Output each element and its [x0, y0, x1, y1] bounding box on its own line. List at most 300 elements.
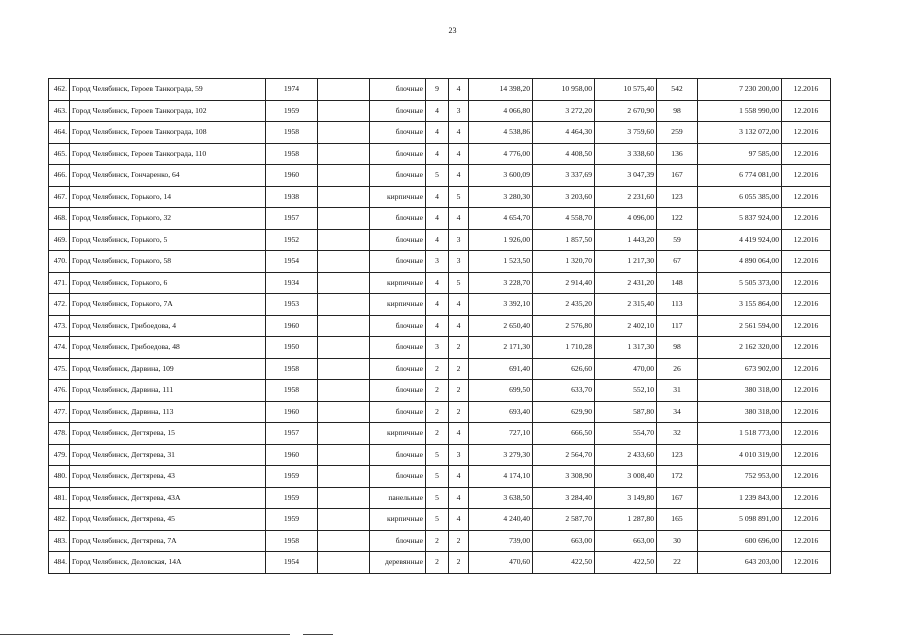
row-number: 463. [49, 100, 70, 122]
residents-cell: 148 [657, 272, 698, 294]
wall-material-cell: блочные [370, 79, 426, 101]
page-number: 23 [448, 26, 457, 35]
cost-cell: 4 010 319,00 [698, 444, 782, 466]
entrances-cell: 4 [449, 466, 469, 488]
floors-cell: 2 [426, 380, 449, 402]
cost-cell: 380 318,00 [698, 380, 782, 402]
floors-cell: 5 [426, 487, 449, 509]
year-cell: 1958 [266, 380, 318, 402]
floors-cell: 5 [426, 444, 449, 466]
table-row [49, 122, 831, 144]
year-cell: 1960 [266, 315, 318, 337]
empty-cell [318, 143, 370, 165]
address-cell: Город Челябинск, Дарвина, 113 [70, 401, 266, 423]
wall-material-cell: блочные [370, 315, 426, 337]
wall-material-cell: кирпичные [370, 294, 426, 316]
residential-area-cell: 3 338,60 [595, 143, 657, 165]
year-cell: 1954 [266, 251, 318, 273]
row-number: 471. [49, 272, 70, 294]
total-area-cell: 4 776,00 [469, 143, 533, 165]
year-cell: 1957 [266, 423, 318, 445]
residents-cell: 167 [657, 165, 698, 187]
address-cell: Город Челябинск, Дегтярева, 43 [70, 466, 266, 488]
wall-material-cell: кирпичные [370, 423, 426, 445]
residential-area-cell: 2 402,10 [595, 315, 657, 337]
living-area-cell: 2 576,80 [533, 315, 595, 337]
empty-cell [318, 401, 370, 423]
empty-cell [318, 122, 370, 144]
residents-cell: 172 [657, 466, 698, 488]
table-row [49, 380, 831, 402]
deadline-cell: 12.2016 [782, 294, 831, 316]
wall-material-cell: деревянные [370, 552, 426, 574]
residential-area-cell: 2 431,20 [595, 272, 657, 294]
residential-area-cell: 1 287,80 [595, 509, 657, 531]
row-number: 474. [49, 337, 70, 359]
row-number: 482. [49, 509, 70, 531]
cost-cell: 1 239 843,00 [698, 487, 782, 509]
cost-cell: 2 561 594,00 [698, 315, 782, 337]
residential-area-cell: 2 670,90 [595, 100, 657, 122]
floors-cell: 3 [426, 251, 449, 273]
total-area-cell: 727,10 [469, 423, 533, 445]
deadline-cell: 12.2016 [782, 165, 831, 187]
row-number: 483. [49, 530, 70, 552]
year-cell: 1960 [266, 444, 318, 466]
residents-cell: 123 [657, 444, 698, 466]
deadline-cell: 12.2016 [782, 315, 831, 337]
address-cell: Город Челябинск, Горького, 7А [70, 294, 266, 316]
residential-area-cell: 554,70 [595, 423, 657, 445]
floors-cell: 4 [426, 100, 449, 122]
cost-cell: 673 902,00 [698, 358, 782, 380]
floors-cell: 4 [426, 186, 449, 208]
year-cell: 1974 [266, 79, 318, 101]
living-area-cell: 422,50 [533, 552, 595, 574]
total-area-cell: 699,50 [469, 380, 533, 402]
address-cell: Город Челябинск, Гончаренко, 64 [70, 165, 266, 187]
year-cell: 1959 [266, 466, 318, 488]
residents-cell: 259 [657, 122, 698, 144]
year-cell: 1959 [266, 100, 318, 122]
wall-material-cell: блочные [370, 530, 426, 552]
residents-cell: 98 [657, 337, 698, 359]
table-row [49, 358, 831, 380]
total-area-cell: 739,00 [469, 530, 533, 552]
total-area-cell: 4 654,70 [469, 208, 533, 230]
wall-material-cell: блочные [370, 122, 426, 144]
residents-cell: 117 [657, 315, 698, 337]
total-area-cell: 4 066,80 [469, 100, 533, 122]
living-area-cell: 10 958,00 [533, 79, 595, 101]
address-cell: Город Челябинск, Горького, 5 [70, 229, 266, 251]
cost-cell: 97 585,00 [698, 143, 782, 165]
year-cell: 1958 [266, 143, 318, 165]
residents-cell: 165 [657, 509, 698, 531]
wall-material-cell: блочные [370, 380, 426, 402]
address-cell: Город Челябинск, Грибоедова, 4 [70, 315, 266, 337]
residents-cell: 34 [657, 401, 698, 423]
table-row [49, 186, 831, 208]
empty-cell [318, 79, 370, 101]
residential-area-cell: 2 433,60 [595, 444, 657, 466]
deadline-cell: 12.2016 [782, 401, 831, 423]
table-row [49, 401, 831, 423]
entrances-cell: 2 [449, 337, 469, 359]
residential-area-cell: 470,00 [595, 358, 657, 380]
floors-cell: 2 [426, 530, 449, 552]
year-cell: 1958 [266, 358, 318, 380]
total-area-cell: 3 638,50 [469, 487, 533, 509]
entrances-cell: 4 [449, 165, 469, 187]
address-cell: Город Челябинск, Дарвина, 109 [70, 358, 266, 380]
footer-rule [0, 634, 290, 635]
address-cell: Город Челябинск, Горького, 14 [70, 186, 266, 208]
total-area-cell: 693,40 [469, 401, 533, 423]
address-cell: Город Челябинск, Горького, 58 [70, 251, 266, 273]
year-cell: 1958 [266, 530, 318, 552]
table-row [49, 444, 831, 466]
deadline-cell: 12.2016 [782, 143, 831, 165]
floors-cell: 2 [426, 401, 449, 423]
address-cell: Город Челябинск, Героев Танкограда, 102 [70, 100, 266, 122]
deadline-cell: 12.2016 [782, 358, 831, 380]
deadline-cell: 12.2016 [782, 337, 831, 359]
cost-cell: 752 953,00 [698, 466, 782, 488]
entrances-cell: 3 [449, 229, 469, 251]
living-area-cell: 4 408,50 [533, 143, 595, 165]
deadline-cell: 12.2016 [782, 509, 831, 531]
table-row [49, 229, 831, 251]
floors-cell: 3 [426, 337, 449, 359]
empty-cell [318, 208, 370, 230]
row-number: 464. [49, 122, 70, 144]
address-cell: Город Челябинск, Дегтярева, 7А [70, 530, 266, 552]
residential-area-cell: 3 008,40 [595, 466, 657, 488]
residents-cell: 113 [657, 294, 698, 316]
table-body [49, 79, 831, 574]
residential-area-cell: 1 443,20 [595, 229, 657, 251]
wall-material-cell: блочные [370, 229, 426, 251]
entrances-cell: 4 [449, 208, 469, 230]
wall-material-cell: блочные [370, 401, 426, 423]
entrances-cell: 3 [449, 100, 469, 122]
year-cell: 1954 [266, 552, 318, 574]
floors-cell: 4 [426, 122, 449, 144]
entrances-cell: 4 [449, 294, 469, 316]
floors-cell: 4 [426, 208, 449, 230]
empty-cell [318, 509, 370, 531]
cost-cell: 6 055 385,00 [698, 186, 782, 208]
residents-cell: 59 [657, 229, 698, 251]
row-number: 469. [49, 229, 70, 251]
residential-area-cell: 1 217,30 [595, 251, 657, 273]
entrances-cell: 3 [449, 251, 469, 273]
year-cell: 1958 [266, 122, 318, 144]
total-area-cell: 4 174,10 [469, 466, 533, 488]
row-number: 476. [49, 380, 70, 402]
total-area-cell: 3 279,30 [469, 444, 533, 466]
residential-area-cell: 3 149,80 [595, 487, 657, 509]
living-area-cell: 4 558,70 [533, 208, 595, 230]
residential-area-cell: 3 047,39 [595, 165, 657, 187]
wall-material-cell: блочные [370, 444, 426, 466]
deadline-cell: 12.2016 [782, 229, 831, 251]
cost-cell: 5 837 924,00 [698, 208, 782, 230]
residents-cell: 98 [657, 100, 698, 122]
table-row [49, 315, 831, 337]
address-cell: Город Челябинск, Героев Танкограда, 108 [70, 122, 266, 144]
residential-area-cell: 4 096,00 [595, 208, 657, 230]
row-number: 479. [49, 444, 70, 466]
total-area-cell: 3 280,30 [469, 186, 533, 208]
deadline-cell: 12.2016 [782, 186, 831, 208]
living-area-cell: 626,60 [533, 358, 595, 380]
row-number: 473. [49, 315, 70, 337]
address-cell: Город Челябинск, Дегтярева, 31 [70, 444, 266, 466]
cost-cell: 643 203,00 [698, 552, 782, 574]
empty-cell [318, 229, 370, 251]
table-row [49, 79, 831, 101]
empty-cell [318, 444, 370, 466]
cost-cell: 1 518 773,00 [698, 423, 782, 445]
entrances-cell: 2 [449, 552, 469, 574]
living-area-cell: 3 272,20 [533, 100, 595, 122]
floors-cell: 5 [426, 165, 449, 187]
living-area-cell: 2 564,70 [533, 444, 595, 466]
row-number: 472. [49, 294, 70, 316]
empty-cell [318, 466, 370, 488]
entrances-cell: 4 [449, 122, 469, 144]
address-cell: Город Челябинск, Дегтярева, 43А [70, 487, 266, 509]
entrances-cell: 4 [449, 315, 469, 337]
residents-cell: 22 [657, 552, 698, 574]
residents-cell: 136 [657, 143, 698, 165]
row-number: 466. [49, 165, 70, 187]
total-area-cell: 3 392,10 [469, 294, 533, 316]
living-area-cell: 3 308,90 [533, 466, 595, 488]
year-cell: 1950 [266, 337, 318, 359]
deadline-cell: 12.2016 [782, 79, 831, 101]
total-area-cell: 1 523,50 [469, 251, 533, 273]
total-area-cell: 4 240,40 [469, 509, 533, 531]
residential-area-cell: 587,80 [595, 401, 657, 423]
table-row [49, 552, 831, 574]
deadline-cell: 12.2016 [782, 423, 831, 445]
wall-material-cell: кирпичные [370, 509, 426, 531]
cost-cell: 380 318,00 [698, 401, 782, 423]
year-cell: 1960 [266, 165, 318, 187]
address-cell: Город Челябинск, Дегтярева, 45 [70, 509, 266, 531]
wall-material-cell: панельные [370, 487, 426, 509]
year-cell: 1934 [266, 272, 318, 294]
entrances-cell: 4 [449, 487, 469, 509]
deadline-cell: 12.2016 [782, 208, 831, 230]
total-area-cell: 2 650,40 [469, 315, 533, 337]
table-row [49, 466, 831, 488]
residential-area-cell: 2 231,60 [595, 186, 657, 208]
address-cell: Город Челябинск, Дегтярева, 15 [70, 423, 266, 445]
floors-cell: 4 [426, 143, 449, 165]
empty-cell [318, 315, 370, 337]
row-number: 462. [49, 79, 70, 101]
table-row [49, 337, 831, 359]
empty-cell [318, 272, 370, 294]
wall-material-cell: блочные [370, 251, 426, 273]
wall-material-cell: блочные [370, 337, 426, 359]
total-area-cell: 3 228,70 [469, 272, 533, 294]
deadline-cell: 12.2016 [782, 251, 831, 273]
living-area-cell: 666,50 [533, 423, 595, 445]
residential-area-cell: 10 575,40 [595, 79, 657, 101]
table-row [49, 509, 831, 531]
entrances-cell: 4 [449, 509, 469, 531]
entrances-cell: 4 [449, 143, 469, 165]
living-area-cell: 4 464,30 [533, 122, 595, 144]
table-row [49, 251, 831, 273]
deadline-cell: 12.2016 [782, 272, 831, 294]
entrances-cell: 2 [449, 380, 469, 402]
deadline-cell: 12.2016 [782, 466, 831, 488]
table-row [49, 530, 831, 552]
total-area-cell: 470,60 [469, 552, 533, 574]
address-cell: Город Челябинск, Горького, 6 [70, 272, 266, 294]
floors-cell: 2 [426, 358, 449, 380]
wall-material-cell: блочные [370, 143, 426, 165]
address-cell: Город Челябинск, Героев Танкограда, 110 [70, 143, 266, 165]
residents-cell: 123 [657, 186, 698, 208]
row-number: 480. [49, 466, 70, 488]
deadline-cell: 12.2016 [782, 380, 831, 402]
entrances-cell: 4 [449, 423, 469, 445]
residents-cell: 67 [657, 251, 698, 273]
floors-cell: 4 [426, 229, 449, 251]
total-area-cell: 3 600,09 [469, 165, 533, 187]
row-number: 475. [49, 358, 70, 380]
empty-cell [318, 552, 370, 574]
residents-cell: 122 [657, 208, 698, 230]
empty-cell [318, 358, 370, 380]
row-number: 468. [49, 208, 70, 230]
residents-cell: 542 [657, 79, 698, 101]
residential-area-cell: 2 315,40 [595, 294, 657, 316]
cost-cell: 7 230 200,00 [698, 79, 782, 101]
floors-cell: 5 [426, 466, 449, 488]
residents-cell: 30 [657, 530, 698, 552]
empty-cell [318, 294, 370, 316]
deadline-cell: 12.2016 [782, 552, 831, 574]
entrances-cell: 5 [449, 272, 469, 294]
year-cell: 1960 [266, 401, 318, 423]
cost-cell: 6 774 081,00 [698, 165, 782, 187]
residents-cell: 32 [657, 423, 698, 445]
address-cell: Город Челябинск, Героев Танкограда, 59 [70, 79, 266, 101]
empty-cell [318, 423, 370, 445]
cost-cell: 600 696,00 [698, 530, 782, 552]
cost-cell: 4 419 924,00 [698, 229, 782, 251]
floors-cell: 9 [426, 79, 449, 101]
living-area-cell: 2 914,40 [533, 272, 595, 294]
entrances-cell: 3 [449, 444, 469, 466]
deadline-cell: 12.2016 [782, 487, 831, 509]
living-area-cell: 3 337,69 [533, 165, 595, 187]
total-area-cell: 4 538,86 [469, 122, 533, 144]
cost-cell: 5 505 373,00 [698, 272, 782, 294]
entrances-cell: 5 [449, 186, 469, 208]
table-row [49, 272, 831, 294]
empty-cell [318, 530, 370, 552]
row-number: 481. [49, 487, 70, 509]
floors-cell: 4 [426, 272, 449, 294]
living-area-cell: 1 857,50 [533, 229, 595, 251]
year-cell: 1938 [266, 186, 318, 208]
table-row [49, 143, 831, 165]
floors-cell: 4 [426, 315, 449, 337]
year-cell: 1959 [266, 487, 318, 509]
empty-cell [318, 186, 370, 208]
year-cell: 1959 [266, 509, 318, 531]
empty-cell [318, 100, 370, 122]
table-row [49, 208, 831, 230]
residents-cell: 31 [657, 380, 698, 402]
wall-material-cell: кирпичные [370, 186, 426, 208]
living-area-cell: 663,00 [533, 530, 595, 552]
residential-area-cell: 663,00 [595, 530, 657, 552]
total-area-cell: 2 171,30 [469, 337, 533, 359]
living-area-cell: 1 710,28 [533, 337, 595, 359]
wall-material-cell: блочные [370, 100, 426, 122]
table-row [49, 165, 831, 187]
row-number: 477. [49, 401, 70, 423]
year-cell: 1953 [266, 294, 318, 316]
entrances-cell: 2 [449, 530, 469, 552]
residential-area-cell: 1 317,30 [595, 337, 657, 359]
empty-cell [318, 251, 370, 273]
entrances-cell: 4 [449, 79, 469, 101]
year-cell: 1952 [266, 229, 318, 251]
deadline-cell: 12.2016 [782, 444, 831, 466]
wall-material-cell: блочные [370, 165, 426, 187]
empty-cell [318, 380, 370, 402]
entrances-cell: 2 [449, 401, 469, 423]
residents-cell: 167 [657, 487, 698, 509]
year-cell: 1957 [266, 208, 318, 230]
residential-area-cell: 3 759,60 [595, 122, 657, 144]
cost-cell: 3 155 864,00 [698, 294, 782, 316]
empty-cell [318, 487, 370, 509]
wall-material-cell: блочные [370, 358, 426, 380]
row-number: 484. [49, 552, 70, 574]
living-area-cell: 633,70 [533, 380, 595, 402]
residential-area-cell: 422,50 [595, 552, 657, 574]
deadline-cell: 12.2016 [782, 530, 831, 552]
deadline-cell: 12.2016 [782, 122, 831, 144]
address-cell: Город Челябинск, Грибоедова, 48 [70, 337, 266, 359]
table-row [49, 100, 831, 122]
floors-cell: 5 [426, 509, 449, 531]
wall-material-cell: кирпичные [370, 272, 426, 294]
cost-cell: 4 890 064,00 [698, 251, 782, 273]
row-number: 470. [49, 251, 70, 273]
address-cell: Город Челябинск, Горького, 32 [70, 208, 266, 230]
table-row [49, 294, 831, 316]
empty-cell [318, 165, 370, 187]
living-area-cell: 3 284,40 [533, 487, 595, 509]
floors-cell: 2 [426, 552, 449, 574]
residents-cell: 26 [657, 358, 698, 380]
cost-cell: 1 558 990,00 [698, 100, 782, 122]
entrances-cell: 2 [449, 358, 469, 380]
